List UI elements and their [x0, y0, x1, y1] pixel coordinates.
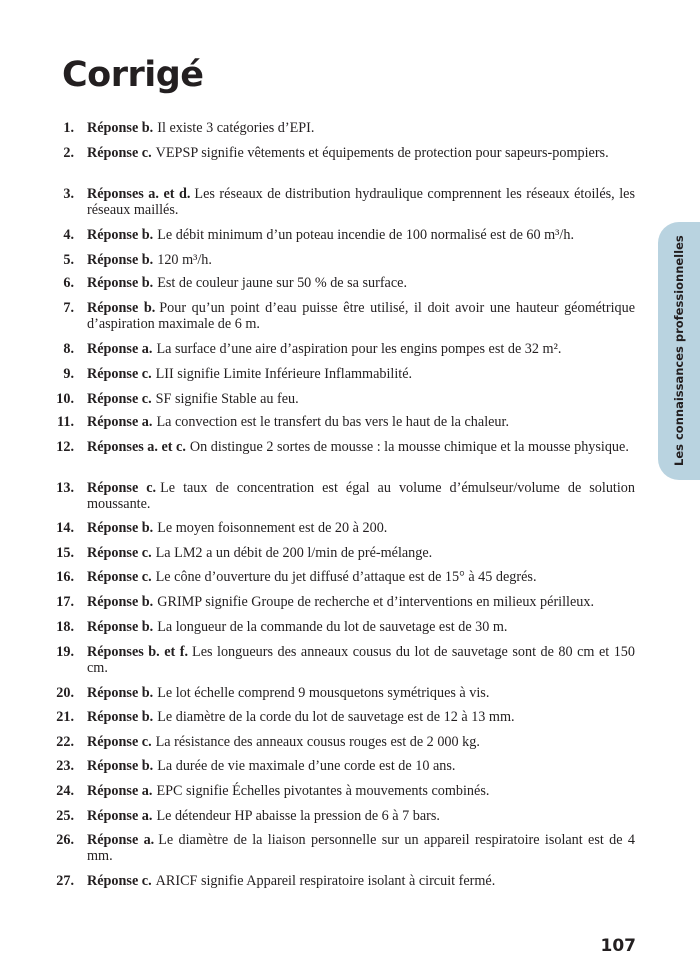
- answer-label: Réponse b.: [87, 685, 154, 701]
- answer-label: Réponse a.: [87, 832, 155, 848]
- answer-text: Le détendeur HP abaisse la pression de 6 à 7 bars.: [156, 808, 440, 824]
- answer-body: [87, 186, 635, 219]
- answer-body: [87, 873, 635, 889]
- answer-number: 3.: [63, 186, 74, 202]
- answer-label: Réponse b.: [87, 758, 154, 774]
- answer-body: [87, 480, 635, 513]
- section-tab-label: Les connaissances professionnelles: [672, 235, 686, 467]
- answer-label: Réponse c.: [87, 366, 152, 382]
- answer-body: [87, 275, 635, 291]
- answer-number: 8.: [63, 341, 74, 357]
- answer-body: [87, 341, 635, 357]
- answer-number: 22.: [56, 734, 74, 750]
- answer-body: [87, 832, 635, 865]
- answer-text: La convection est le transfert du bas vers le haut de la chaleur.: [156, 414, 510, 430]
- answer-text: On distingue 2 sortes de mousse : la mousse chimique et la mousse physique.: [189, 439, 629, 455]
- answer-label: Réponse c.: [87, 569, 152, 585]
- answer-label: Réponse b.: [87, 252, 154, 268]
- answer-number: 13.: [56, 480, 74, 496]
- answer-number: 26.: [56, 832, 74, 848]
- answer-body: [87, 644, 635, 677]
- answer-text: GRIMP signifie Groupe de recherche et d’interventions en milieux périlleux.: [157, 594, 595, 610]
- answer-label: Réponse c.: [87, 145, 152, 161]
- answer-body: [87, 366, 635, 382]
- answer-label: Réponse b.: [87, 227, 154, 243]
- answer-body: [87, 594, 635, 610]
- page-title: Corrigé: [62, 55, 204, 95]
- answer-body: [87, 414, 635, 430]
- answer-body: [87, 808, 635, 824]
- answer-text: SF signifie Stable au feu.: [155, 391, 299, 407]
- answer-label: Réponses a. et d.: [87, 186, 191, 202]
- answer-text: Est de couleur jaune sur 50 % de sa surface.: [157, 275, 407, 291]
- answer-label: Réponse b.: [87, 709, 154, 725]
- answer-number: 18.: [56, 619, 74, 635]
- answer-label: Réponse c.: [87, 734, 152, 750]
- answer-number: 9.: [63, 366, 74, 382]
- answer-body: [87, 391, 635, 407]
- answer-number: 20.: [56, 685, 74, 701]
- answer-body: [87, 145, 635, 161]
- answer-text: Les longueurs des anneaux cousus du lot de sauvetage sont de 80 cm et 150 cm.: [87, 644, 635, 677]
- answer-text: Le débit minimum d’un poteau incendie de 100 normalisé est de 60 m³/h.: [157, 227, 575, 243]
- answer-text: La surface d’une aire d’aspiration pour les engins pompes est de 32 m².: [156, 341, 562, 357]
- answer-text: 120 m³/h.: [157, 252, 212, 268]
- answer-text: Pour qu’un point d’eau puisse être utilisé, il doit avoir une hauteur géométrique d’aspiration maximale de 6 m.: [87, 300, 635, 333]
- answer-number: 15.: [56, 545, 74, 561]
- answer-label: Réponses a. et c.: [87, 439, 186, 455]
- answer-body: [87, 685, 635, 701]
- answer-label: Réponse c.: [87, 545, 152, 561]
- answer-label: Réponse c.: [87, 480, 157, 496]
- answer-label: Réponse b.: [87, 120, 154, 136]
- answer-body: [87, 300, 635, 333]
- answer-number: 1.: [63, 120, 74, 136]
- answer-body: [87, 227, 635, 243]
- answer-number: 21.: [56, 709, 74, 725]
- answer-label: Réponse b.: [87, 275, 154, 291]
- answer-text: LII signifie Limite Inférieure Inflammabilité.: [155, 366, 413, 382]
- answer-label: Réponse a.: [87, 808, 153, 824]
- answer-label: Réponses b. et f.: [87, 644, 189, 660]
- answer-number: 27.: [56, 873, 74, 889]
- answer-text: Le moyen foisonnement est de 20 à 200.: [157, 520, 388, 536]
- answer-text: La durée de vie maximale d’une corde est de 10 ans.: [157, 758, 456, 774]
- answer-body: [87, 520, 635, 536]
- answer-label: Réponse c.: [87, 391, 152, 407]
- answer-text: Le taux de concentration est égal au volume d’émulseur/volume de solution moussante.: [87, 480, 635, 513]
- answer-text: ARICF signifie Appareil respiratoire isolant à circuit fermé.: [155, 873, 496, 889]
- answer-label: Réponse c.: [87, 873, 152, 889]
- answer-number: 17.: [56, 594, 74, 610]
- answer-body: [87, 545, 635, 561]
- answer-number: 4.: [63, 227, 74, 243]
- answer-number: 6.: [63, 275, 74, 291]
- answer-label: Réponse b.: [87, 520, 154, 536]
- answer-label: Réponse b.: [87, 619, 154, 635]
- answer-number: 19.: [56, 644, 74, 660]
- answer-label: Réponse b.: [87, 300, 156, 316]
- answer-number: 16.: [56, 569, 74, 585]
- answer-text: Les réseaux de distribution hydraulique comprennent les réseaux étoilés, les réseaux maillés.: [87, 186, 635, 219]
- answer-text: VEPSP signifie vêtements et équipements de protection pour sapeurs-pompiers.: [155, 145, 609, 161]
- answer-text: Le diamètre de la liaison personnelle sur un appareil respiratoire isolant est de 4 mm.: [87, 832, 635, 865]
- answer-label: Réponse b.: [87, 594, 154, 610]
- answer-body: [87, 783, 635, 799]
- answer-number: 24.: [56, 783, 74, 799]
- answer-label: Réponse a.: [87, 414, 153, 430]
- answer-number: 25.: [56, 808, 74, 824]
- answer-number: 23.: [56, 758, 74, 774]
- answer-number: 12.: [56, 439, 74, 455]
- answer-number: 7.: [63, 300, 74, 316]
- answer-text: Il existe 3 catégories d’EPI.: [157, 120, 315, 136]
- answer-number: 11.: [57, 414, 74, 430]
- answer-body: [87, 758, 635, 774]
- answer-body: [87, 439, 635, 455]
- answer-number: 5.: [63, 252, 74, 268]
- answer-body: [87, 619, 635, 635]
- answer-number: 14.: [56, 520, 74, 536]
- page-number: 107: [600, 936, 636, 956]
- answer-text: La longueur de la commande du lot de sauvetage est de 30 m.: [157, 619, 508, 635]
- answer-body: [87, 252, 635, 268]
- answer-text: Le lot échelle comprend 9 mousquetons symétriques à vis.: [157, 685, 490, 701]
- answer-body: [87, 569, 635, 585]
- answer-body: [87, 734, 635, 750]
- answer-body: [87, 120, 635, 136]
- answer-number: 2.: [63, 145, 74, 161]
- answer-text: EPC signifie Échelles pivotantes à mouvements combinés.: [156, 783, 490, 799]
- answer-label: Réponse a.: [87, 783, 153, 799]
- section-tab: [658, 222, 700, 480]
- answer-text: La résistance des anneaux cousus rouges est de 2 000 kg.: [155, 734, 480, 750]
- answer-text: Le diamètre de la corde du lot de sauvetage est de 12 à 13 mm.: [157, 709, 515, 725]
- answer-number: 10.: [56, 391, 74, 407]
- answer-text: La LM2 a un débit de 200 l/min de pré-mélange.: [155, 545, 433, 561]
- answer-label: Réponse a.: [87, 341, 153, 357]
- answer-body: [87, 709, 635, 725]
- answer-text: Le cône d’ouverture du jet diffusé d’attaque est de 15° à 45 degrés.: [155, 569, 537, 585]
